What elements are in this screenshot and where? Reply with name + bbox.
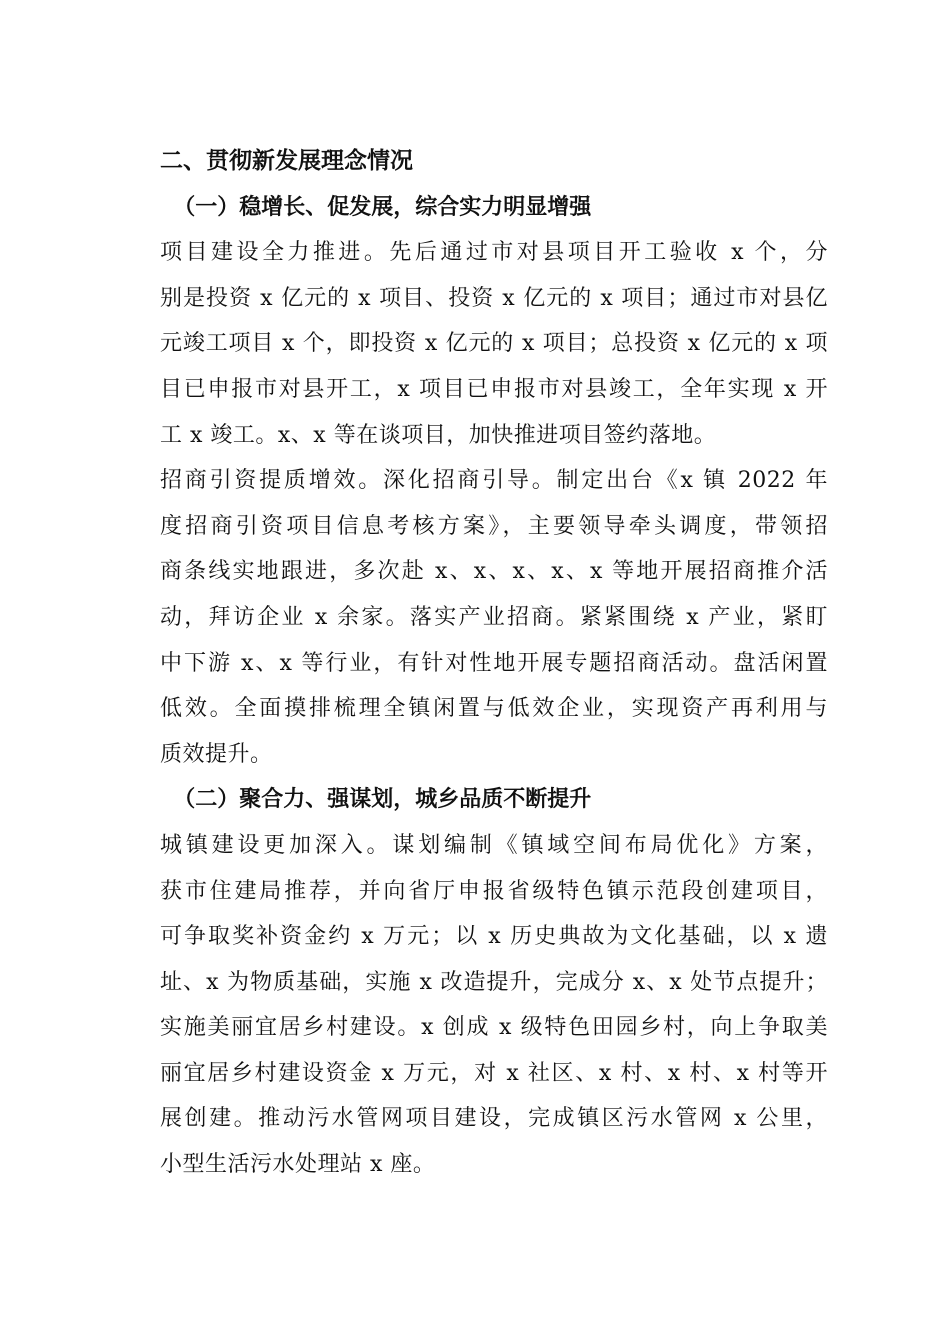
- paragraph-line: 址、x 为物质基础，实施 x 改造提升，完成分 x、x 处节点提升；: [160, 969, 828, 995]
- paragraph-line: 质效提升。: [160, 741, 273, 767]
- document-body: [160, 139, 828, 1188]
- paragraph-line: 展创建。推动污水管网项目建设，完成镇区污水管网 x 公里，: [160, 1106, 828, 1132]
- section-heading: 二、贯彻新发展理念情况: [160, 148, 413, 174]
- paragraph-line: 小型生活污水处理站 x 座。: [160, 1152, 436, 1178]
- paragraph: [160, 230, 828, 458]
- paragraph-line: 获市住建局推荐，并向省厅申报省级特色镇示范段创建项目，: [160, 878, 828, 904]
- paragraph-line: 商条线实地跟进，多次赴 x、x、x、x、x 等地开展招商推介活: [160, 559, 828, 585]
- paragraph-line: 中下游 x、x 等行业，有针对性地开展专题招商活动。盘活闲置: [160, 650, 828, 676]
- subsection-title: （一）稳增长、促发展，综合实力明显增强: [173, 194, 592, 220]
- paragraph-line: 元竣工项目 x 个，即投资 x 亿元的 x 项目；总投资 x 亿元的 x 项: [160, 331, 828, 357]
- paragraph-line: 项目建设全力推进。先后通过市对县项目开工验收 x 个，分: [160, 240, 828, 266]
- paragraph-line: 城镇建设更加深入。谋划编制《镇域空间布局优化》方案，: [160, 832, 828, 858]
- paragraph-line: 动，拜访企业 x 余家。落实产业招商。紧紧围绕 x 产业，紧盯: [160, 604, 828, 630]
- paragraph-line: 可争取奖补资金约 x 万元；以 x 历史典故为文化基础，以 x 遗: [160, 924, 828, 950]
- paragraph-line: 目已申报市对县开工，x 项目已申报市对县竣工，全年实现 x 开: [160, 376, 828, 402]
- subsection-title: （二）聚合力、强谋划，城乡品质不断提升: [173, 787, 592, 813]
- paragraph-line: 低效。全面摸排梳理全镇闲置与低效企业，实现资产再利用与: [160, 696, 828, 722]
- paragraph-line: 度招商引资项目信息考核方案》，主要领导牵头调度，带领招: [160, 513, 828, 539]
- paragraph-line: 别是投资 x 亿元的 x 项目、投资 x 亿元的 x 项目；通过市对县亿: [160, 285, 828, 311]
- paragraph-line: 丽宜居乡村建设资金 x 万元，对 x 社区、x 村、x 村、x 村等开: [160, 1060, 828, 1086]
- paragraph-line: 实施美丽宜居乡村建设。x 创成 x 级特色田园乡村，向上争取美: [160, 1015, 828, 1041]
- paragraph: [160, 458, 828, 777]
- paragraph-line: 招商引资提质增效。深化招商引导。制定出台《x 镇 2022 年: [160, 468, 828, 494]
- paragraph-line: 工 x 竣工。x、x 等在谈项目，加快推进项目签约落地。: [160, 422, 717, 448]
- paragraph: [160, 823, 828, 1188]
